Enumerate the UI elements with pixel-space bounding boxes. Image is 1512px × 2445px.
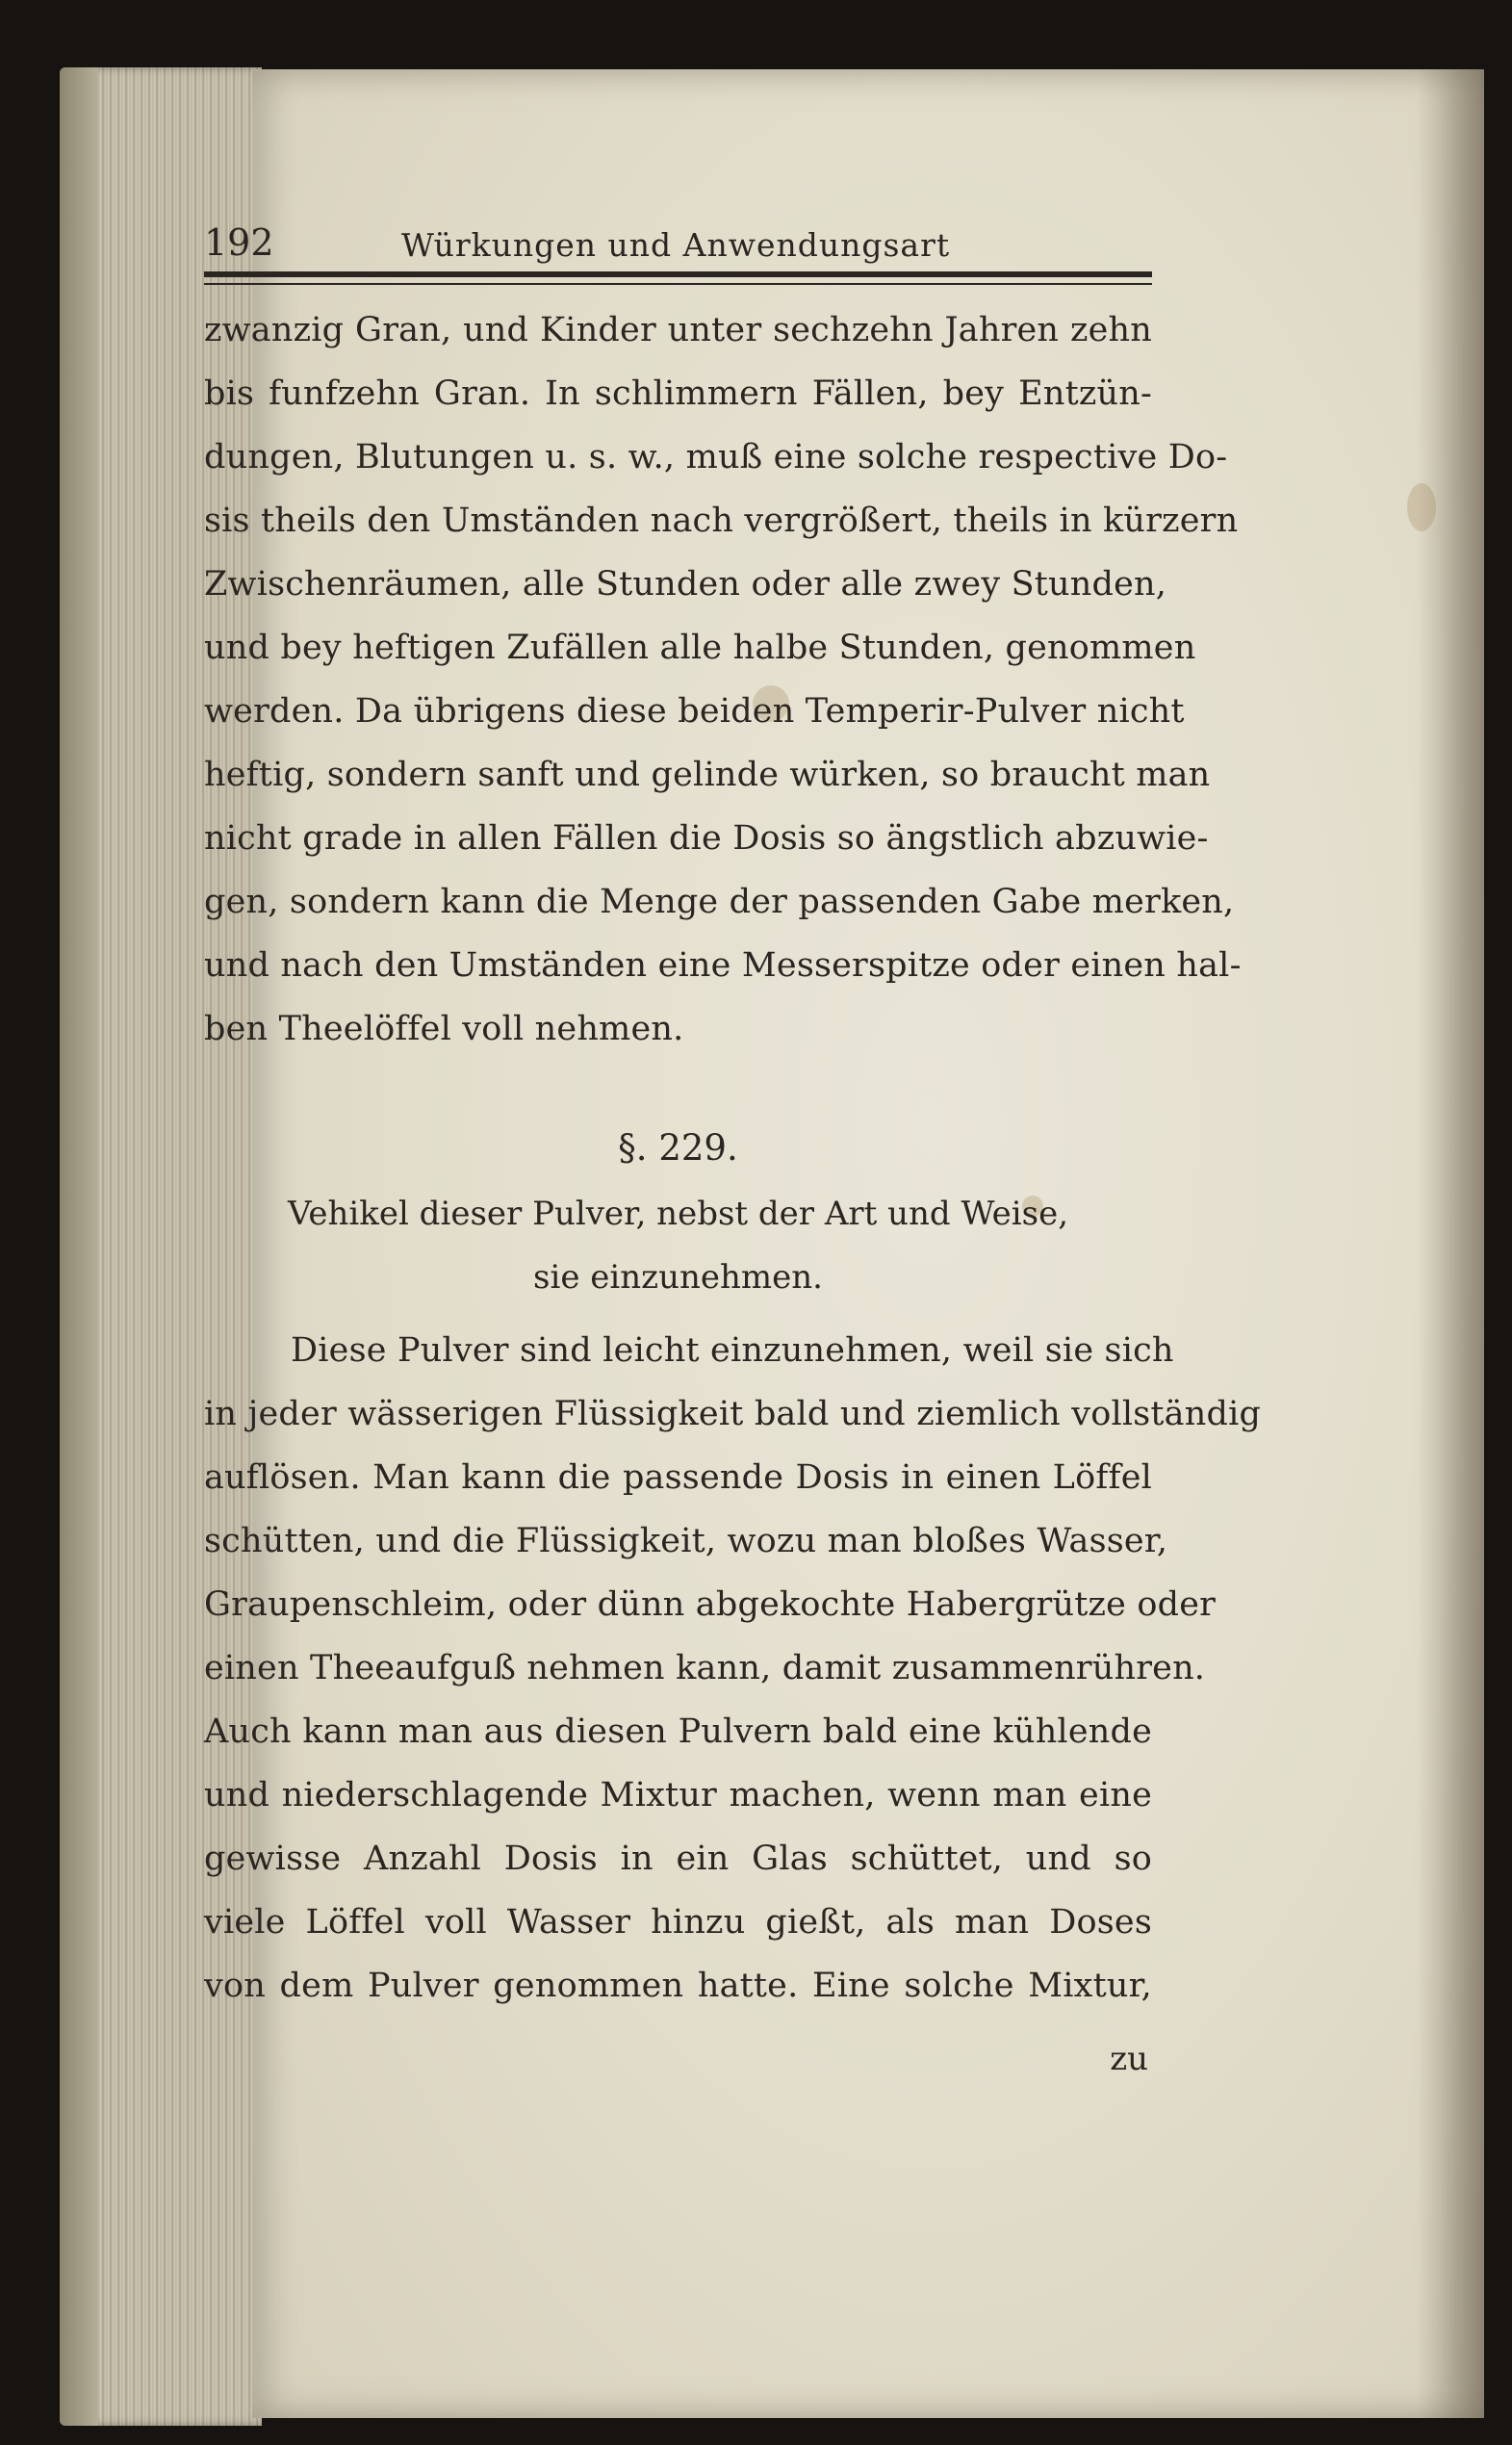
page-content <box>204 202 1262 2093</box>
text-line: Auch kann man aus diesen Pulvern bald eine kühlende <box>204 1712 1152 1751</box>
text-line: gen, sondern kann die Menge der passenden Gabe merken, <box>204 883 1235 921</box>
text-line: sis theils den Umständen nach vergrößert, theils in kürzern <box>204 502 1239 540</box>
paper-stain <box>1407 483 1436 531</box>
text-line: und nach den Umständen eine Messerspitze oder einen hal- <box>204 946 1242 985</box>
text-line: ben Theelöffel voll nehmen. <box>204 1010 684 1048</box>
text-line: zwanzig Gran, und Kinder unter sechzehn Jahren zehn <box>204 311 1152 349</box>
text-line: dungen, Blutungen u. s. w., muß eine solche respective Do- <box>204 438 1228 476</box>
text-line: von dem Pulver genommen hatte. Eine solche Mixtur, <box>204 1967 1152 2005</box>
text-line: Zwischenräumen, alle Stunden oder alle zwey Stunden, <box>204 565 1167 604</box>
header-rule <box>204 271 1152 277</box>
page-header <box>204 202 1152 264</box>
text-line: Graupenschleim, oder dünn abgekochte Habergrütze oder <box>204 1585 1217 1624</box>
catchword: zu <box>1110 2040 1148 2078</box>
text-line: werden. Da übrigens diese beiden Temperir-Pulver nicht <box>204 692 1185 731</box>
header-rule-thin <box>204 283 1152 285</box>
section-title-line: sie einzunehmen. <box>533 1258 823 1297</box>
running-head: Würkungen und Anwendungsart <box>401 226 951 264</box>
text-line: und niederschlagende Mixtur machen, wenn man eine <box>204 1776 1152 1814</box>
text-line: in jeder wässerigen Flüssigkeit bald und ziemlich vollständig <box>204 1395 1262 1433</box>
text-line: schütten, und die Flüssigkeit, wozu man bloßes Wasser, <box>204 1522 1168 1560</box>
text-line: nicht grade in allen Fällen die Dosis so ängstlich abzuwie- <box>204 819 1209 858</box>
text-line: Diese Pulver sind leicht einzunehmen, weil sie sich <box>291 1331 1174 1370</box>
gutter-shadow <box>1417 69 1484 2418</box>
text-line: und bey heftigen Zufällen alle halbe Stunden, genommen <box>204 629 1196 667</box>
text-line: auflösen. Man kann die passende Dosis in einen Löffel <box>204 1458 1152 1497</box>
section-title-line: Vehikel dieser Pulver, nebst der Art und Weise, <box>287 1195 1069 1233</box>
text-line: gewisse Anzahl Dosis in ein Glas schüttet, und so <box>204 1840 1152 1878</box>
section-number: §. 229. <box>618 1127 738 1169</box>
text-line: einen Theeaufguß nehmen kann, damit zusammenrühren. <box>204 1649 1206 1687</box>
book-cover-edge <box>60 67 98 2426</box>
page-number: 192 <box>204 221 274 264</box>
text-line: bis funfzehn Gran. In schlimmern Fällen, bey Entzün- <box>204 374 1152 413</box>
text-line: heftig, sondern sanft und gelinde würken, so braucht man <box>204 756 1211 794</box>
text-line: viele Löffel voll Wasser hinzu gießt, als man Doses <box>204 1903 1152 1942</box>
paragraph-continued <box>204 298 1242 1061</box>
paragraph-section-229 <box>204 1319 1262 2018</box>
